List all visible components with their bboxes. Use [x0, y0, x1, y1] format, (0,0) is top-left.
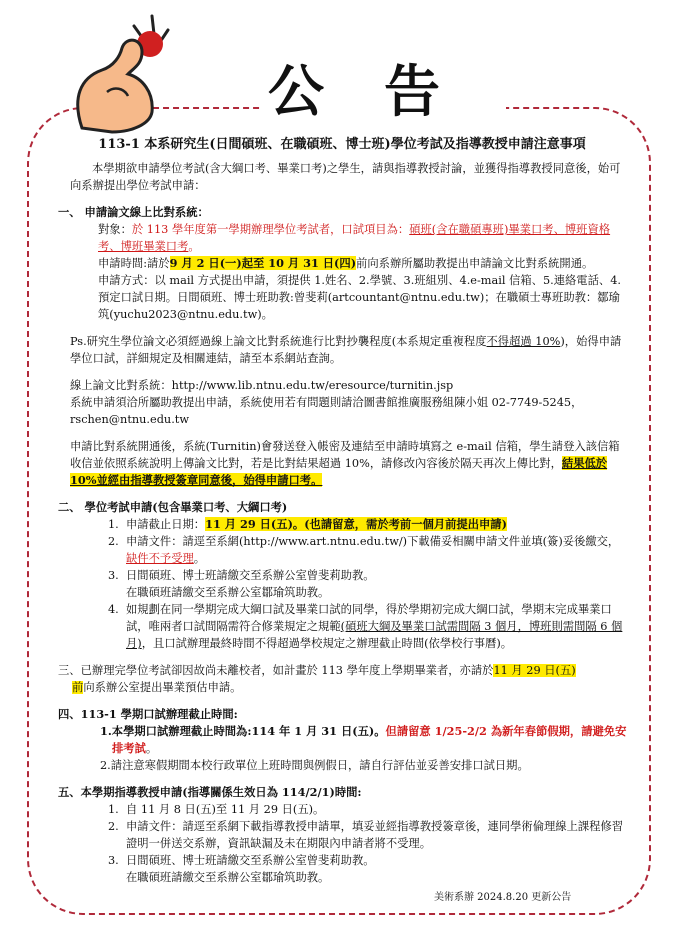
- system-link: 線上論文比對系統：http://www.lib.ntnu.edu.tw/eresource/turnitin.jsp: [70, 379, 454, 392]
- section-2-item: 3. 日間碩班、博士班請繳交至系辦公室曾斐莉助教。 在職碩班請繳交至系辦公室鄒瑜筑助教。: [108, 569, 375, 599]
- section-2-item: 4. 如規劃在同一學期完成大綱口試及畢業口試的同學，得於學期初完成大綱口試，學期末完成畢業口試，唯兩者口試間隔需符合修業規定之規範(碩班大綱及畢業口試需間隔 3 個月，博班則需間隔 6 個月)，且口試辦理最終時間不得超過學校規定之辦理截止時間(依學校行事曆)。: [108, 603, 623, 650]
- approve-note: 申請比對系統開通後，系統(Turnitin)會發送登入帳密及連結至申請時填寫之 e-mail 信箱，學生請登入該信箱收信並依照系統說明上傳論文比對，若是比對結果超過 10%，請修改內容後於隔天再次上傳比對，結果低於 10%並經由指導教授簽章同意後，始得申請口考。: [70, 440, 620, 487]
- section-2-item: 1. 申請截止日期：11 月 29 日(五)。(也請留意，需於考前一個月前提出申請): [108, 517, 507, 531]
- notice-subtitle: 113-1 本系研究生(日間碩班、在職碩班、博士班)學位考試及指導教授申請注意事項: [98, 137, 586, 152]
- flexing-arm-icon: [62, 8, 212, 138]
- section-5-heading: 五、本學期指導教授申請(指導關係生效日為 114/2/1)時間:: [58, 785, 362, 799]
- section-5-item: 1. 自 11 月 8 日(五)至 11 月 29 日(五)。: [108, 803, 325, 816]
- section-1-target: 對象：於 113 學年度第一學期辦理學位考試者，口試項目為：碩班(含在職碩專班)畢業口考、博班資格考、博班畢業口考。: [98, 223, 611, 253]
- section-3-text: 三、已辦理完學位考試卻因故尚未離校者，如計畫於 113 學年度上學期畢業者，亦請於11 月 29 日(五) 前向系辦公室提出畢業預估申請。: [58, 664, 576, 694]
- intro-text: 本學期欲申請學位考試(含大綱口考、畢業口考)之學生，請與指導教授討論，並獲得指導教授同意後，始可向系辦提出學位考試申請：: [70, 162, 621, 192]
- notice-content: [58, 160, 630, 886]
- section-1-time: 申請時間:請於9 月 2 日(一)起至 10 月 31 日(四)前向系辦所屬助教提出申請論文比對系統開通。: [98, 256, 594, 270]
- section-4-line-1: 1.本學期口試辦理截止時間為:114 年 1 月 31 日(五)。但請留意 1/25-2/2 為新年春節假期，請避免安排考試。: [100, 724, 627, 755]
- section-2-item: 2. 申請文件：請逕至系網(http://www.art.ntnu.edu.tw/)下載備妥相關申請文件並填(簽)妥後繳交，缺件不予受理。: [108, 535, 620, 565]
- page-title: 公告: [262, 58, 506, 128]
- section-1-method: 申請方式：以 mail 方式提出申請，須提供 1.姓名、2.學號、3.班組別、4.e-mail 信箱、5.連絡電話、4.預定口試日期。日間碩班、博士班助教:曾斐莉(artcountant@ntnu.edu.tw)；在職碩士專班助教：鄒瑜筑(yuchu2023@ntnu.edu.tw)。: [98, 274, 621, 321]
- footer-note: 美術系辦 2024.8.20 更新公告: [434, 892, 572, 903]
- ps-note: Ps.研究生學位論文必須經過線上論文比對系統進行比對抄襲程度(本系規定重複程度不得超過 10%)，始得申請學位口試，詳細規定及相關連結，請至本系網站查詢。: [70, 335, 622, 365]
- section-4-heading: 四、113-1 學期口試辦理截止時間:: [58, 707, 238, 721]
- section-1-heading: 一、 申請論文線上比對系統：: [58, 205, 209, 219]
- system-contact: 系統申請須洽所屬助教提出申請，系統使用若有問題則請洽圖書館推廣服務組陳小姐 02-7749-5245，rschen@ntnu.edu.tw: [70, 396, 583, 426]
- section-2-heading: 二、 學位考試申請(包含畢業口考、大綱口考): [58, 500, 288, 514]
- section-4-line-2: 2.請注意寒假期間本校行政單位上班時間與例假日，請自行評估並妥善安排口試日期。: [100, 759, 529, 772]
- section-5-item: 2. 申請文件：請逕至系網下載指導教授申請單，填妥並經指導教授簽章後，連同學術倫理線上課程修習證明一併送交系辦，資訊缺漏及未在期限內申請者將不受理。: [108, 820, 624, 850]
- section-5-item: 3. 日間碩班、博士班請繳交至系辦公室曾斐莉助教。 在職碩班請繳交至系辦公室鄒瑜筑助教。: [108, 854, 375, 884]
